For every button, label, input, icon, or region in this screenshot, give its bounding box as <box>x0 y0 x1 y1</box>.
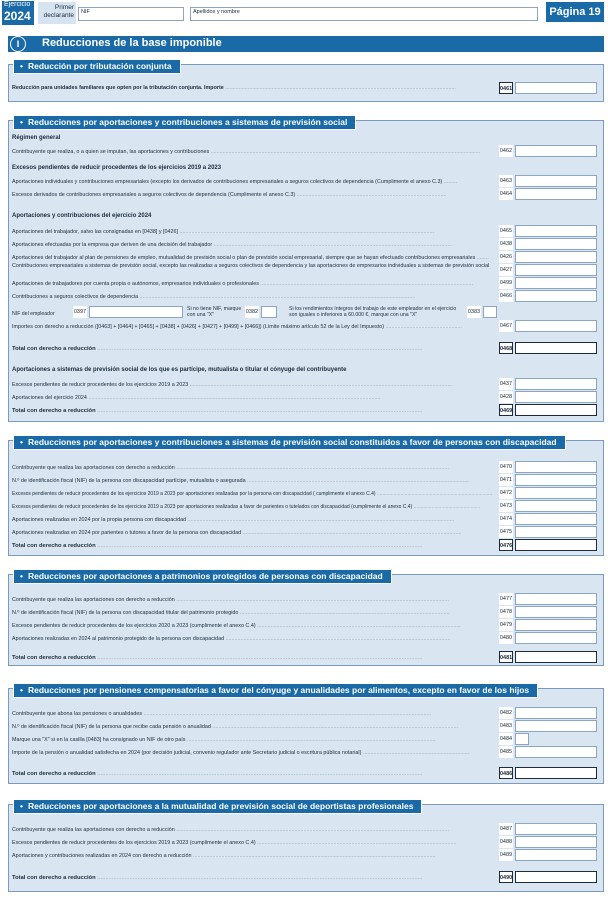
section-heading: • Reducción por tributación conjunta <box>13 59 181 74</box>
section-heading-text: Reducciones por aportaciones a la mutualidad de previsión social de deportistas profesionales <box>27 801 414 811</box>
input-0461[interactable] <box>515 82 597 94</box>
section-patrimonios-protegidos <box>8 571 604 666</box>
section-heading-text: Reducciones por aportaciones y contribuciones a sistemas de previsión social constituidos a favor de personas con discapacidad <box>27 437 557 447</box>
row-0499: Aportaciones de trabajadores por cuenta propia o autónomos, empresarios individuales o profesionales .............................................................................................................................................. <box>12 281 474 287</box>
code-0465: 0465 <box>499 225 513 237</box>
input-0489[interactable] <box>515 849 597 861</box>
section-heading-text: Reducciones por aportaciones y contribuciones a sistemas de previsión social <box>27 117 348 127</box>
row-0480: Aportaciones realizadas en 2024 al patrimonio protegido de la persona con discapacidad ...................................................................................................................................................... <box>12 636 451 642</box>
row-0465: Aportaciones del trabajador, salvo las consignadas en [0438] y [0426] .......................................................................................................................................................................... <box>12 229 435 235</box>
code-0474: 0474 <box>499 513 513 525</box>
row-0462: Contribuyente que realiza, o a quien se imputan, las aportaciones y contribuciones .................................................................................................................................................................................... <box>12 149 481 155</box>
input-0464[interactable] <box>515 188 597 200</box>
input-0397[interactable] <box>89 306 183 318</box>
apellidos-field[interactable] <box>190 7 538 21</box>
section-tributacion-conjunta <box>8 61 604 102</box>
input-0476[interactable] <box>515 539 597 551</box>
nif-field[interactable] <box>78 7 184 21</box>
input-0478[interactable] <box>515 606 597 618</box>
input-0475[interactable] <box>515 526 597 538</box>
input-0473[interactable] <box>515 500 597 512</box>
section-heading: • Reducciones por aportaciones y contribuciones a sistemas de previsión social <box>13 115 356 130</box>
code-0477: 0477 <box>499 593 513 605</box>
row-0437: Excesos pendientes de reducir procedentes de los ejercicios 2019 a 2023 ............................................................................................................................................................................... <box>12 382 452 388</box>
input-0468[interactable] <box>515 342 597 354</box>
input-0438[interactable] <box>515 238 597 250</box>
section-heading: • Reducciones por pensiones compensatorias a favor del cónyuge y anualidades por alimentos, excepto en favor de los hijos <box>13 683 538 698</box>
code-0426: 0426 <box>499 251 513 263</box>
nif-empleador-label: NIF del empleador <box>12 311 55 317</box>
row-0487: Contribuyente que realiza las aportaciones con derecho a reducción ...................................................................................................................................................................................... <box>12 827 449 833</box>
page-title: Reducciones de la base imponible <box>42 37 222 49</box>
apellidos-label: Apellidos y nombre <box>193 9 240 15</box>
input-0484[interactable] <box>515 733 529 745</box>
row-0490: Total con derecho a reducción .......................................................................................................................................................................................................... <box>12 875 423 881</box>
section-discapacidad-prevision <box>8 437 604 556</box>
form-header <box>0 0 608 26</box>
code-0486: 0486 <box>499 767 513 779</box>
row-0427: Contribuciones empresariales a sistemas de previsión social, excepto las realizadas a seguros colectivos de dependencia y las aportaciones de empresarios individuales a sistemas de previsión social <box>12 263 490 269</box>
code-0490: 0490 <box>499 871 513 883</box>
row-0486: Total con derecho a reducción .......................................................................................................................................................................................................... <box>12 771 423 777</box>
row-0485: Importe de la pensión o anualidad satisfecha en 2024 (por decisión judicial, convenio regulador ante Secretario judicial o escritura pública notarial) ....................................................................... <box>12 750 470 756</box>
row-0470: Contribuyente que realiza las aportaciones con derecho a reducción ...................................................................................................................................................................................... <box>12 465 449 471</box>
code-0488: 0488 <box>499 836 513 848</box>
input-0487[interactable] <box>515 823 597 835</box>
ejercicio-label: Ejercicio <box>4 1 31 8</box>
code-0462: 0462 <box>499 145 513 157</box>
si-rendimientos-label: Si los rendimientos íntegros del trabajo de este empleador en el ejercicio son iguales o inferiores a 60.000 €, marque con una "X" <box>289 306 457 318</box>
input-0383[interactable] <box>483 306 497 318</box>
si-no-nif-label: Si no tiene NIF, marque con una "X" <box>187 306 242 318</box>
code-0476: 0476 <box>499 539 513 551</box>
input-0437[interactable] <box>515 378 597 390</box>
code-0473: 0473 <box>499 500 513 512</box>
input-0485[interactable] <box>515 746 597 758</box>
code-0469: 0469 <box>499 404 513 416</box>
input-0427[interactable] <box>515 264 597 276</box>
row-0484: Marque una "X" si en la casilla [0483] ha consignado un NIF de otro país ...................................................................................................................................................................... <box>12 737 436 743</box>
code-0475: 0475 <box>499 526 513 538</box>
row-0471: N.º de identificación fiscal (NIF) de la persona con discapacidad partícipe, mutualista o asegurada .................................................................................................................................................... <box>12 478 469 484</box>
row-0426: Aportaciones del trabajador al plan de pensiones de empleo, mutualidad de previsión social o plan de previsión social empresarial, siempre que se hayan efectuado contribuciones empresariales ........ <box>12 255 489 261</box>
input-0482[interactable] <box>515 707 597 719</box>
section-heading-text: Reducción por tributación conjunta <box>27 61 172 71</box>
section-heading: • Reducciones por aportaciones a patrimonios protegidos de personas con discapacidad <box>13 569 392 584</box>
section-heading-text: Reducciones por aportaciones a patrimonios protegidos de personas con discapacidad <box>27 571 383 581</box>
input-0466[interactable] <box>515 290 597 302</box>
code-0466: 0466 <box>499 290 513 302</box>
input-0483[interactable] <box>515 720 597 732</box>
code-0487: 0487 <box>499 823 513 835</box>
code-0397: 0397 <box>73 306 87 318</box>
input-0488[interactable] <box>515 836 597 848</box>
input-0463[interactable] <box>515 175 597 187</box>
input-0426[interactable] <box>515 251 597 263</box>
row-0478: N.º de identificación fiscal (NIF) de la persona con discapacidad titular del patrimonio protegido ............................................................................................................................................ <box>12 610 450 616</box>
row-0474: Aportaciones realizadas en 2024 por la propia persona con discapacidad .................................................................................................................................................................................. <box>12 517 455 523</box>
row-0483: N.º de identificación fiscal (NIF) de la persona que recibe cada pensión o anualidad .................................................................................................................................................................... <box>12 724 458 730</box>
page-number: Página 19 <box>546 2 604 22</box>
row-0438: Aportaciones efectuadas por la empresa que deriven de una decisión del trabajador ............................................................................................................................................................... <box>12 242 452 248</box>
section-deportistas-profesionales <box>8 801 604 892</box>
row-0479: Excesos pendientes de reducir procedentes de los ejercicios 2020 a 2023 (cumplimente el anexo C.4) ........................................................................................................................................ <box>12 623 461 629</box>
code-0482: 0482 <box>499 707 513 719</box>
section-prevision-social <box>8 117 604 422</box>
primer-declarante-label: Primer declarante <box>38 2 76 24</box>
input-0469[interactable] <box>515 404 597 416</box>
row-0489: Aportaciones y contribuciones realizadas en 2024 con derecho a reducción .................................................................................................................................................................. <box>12 853 436 859</box>
input-0462[interactable] <box>515 145 597 157</box>
input-0428[interactable] <box>515 391 597 403</box>
row-0469: Total con derecho a reducción .......................................................................................................................................................................................................... <box>12 408 423 414</box>
input-0480[interactable] <box>515 632 597 644</box>
code-0483: 0483 <box>499 720 513 732</box>
code-0461: 0461 <box>499 82 513 94</box>
regimen-general-title: Régimen general <box>12 135 61 141</box>
code-0499: 0499 <box>499 277 513 289</box>
row-0428: Aportaciones del ejercicio 2024 ................................................................................................................................................................................................... <box>12 395 381 401</box>
code-0383: 0383 <box>467 306 481 318</box>
code-0437: 0437 <box>499 378 513 390</box>
code-0428: 0428 <box>499 391 513 403</box>
section-heading: • Reducciones por aportaciones a la mutualidad de previsión social de deportistas profesionales <box>13 799 422 814</box>
code-0463: 0463 <box>499 175 513 187</box>
row-0477: Contribuyente que realiza las aportaciones con derecho a reducción ...................................................................................................................................................................................... <box>12 597 449 603</box>
code-0427: 0427 <box>499 264 513 276</box>
code-0438: 0438 <box>499 238 513 250</box>
section-number-badge: I <box>10 36 26 52</box>
section-heading-text: Reducciones por pensiones compensatorias a favor del cónyuge y anualidades por alimentos, excepto en favor de los hijos <box>27 685 530 695</box>
ejercicio-badge <box>2 1 34 25</box>
row-0468: Total con derecho a reducción .......................................................................................................................................................................................................... <box>12 346 423 352</box>
code-0480: 0480 <box>499 632 513 644</box>
input-0472[interactable] <box>515 487 597 499</box>
input-0490[interactable] <box>515 871 597 883</box>
input-0481[interactable] <box>515 651 597 663</box>
code-0485: 0485 <box>499 746 513 758</box>
input-0479[interactable] <box>515 619 597 631</box>
code-0470: 0470 <box>499 461 513 473</box>
input-0470[interactable] <box>515 461 597 473</box>
row-0476: Total con derecho a reducción .......................................................................................................................................................................................................... <box>12 543 423 549</box>
input-0474[interactable] <box>515 513 597 525</box>
input-0382[interactable] <box>261 306 277 318</box>
code-0471: 0471 <box>499 474 513 486</box>
code-0479: 0479 <box>499 619 513 631</box>
excesos-title: Excesos pendientes de reducir procedentes de los ejercicios 2019 a 2023 <box>12 165 222 171</box>
row-0464: Excesos derivados de contribuciones empresariales a seguros colectivos de dependencia (Cumplimente el anexo C.3) .................................................................................................... <box>12 192 447 198</box>
code-0481: 0481 <box>499 651 513 663</box>
row-0482: Contribuyente que abona las pensiones o anualidades ................................................................................................................................................................................................ <box>12 711 432 717</box>
row-0488: Excesos pendientes de reducir procedentes de los ejercicios 2019 a 2023 (cumplimente el anexo C.4) ..................................................................................................................................... <box>12 840 457 846</box>
row-0472: Excesos pendientes de reducir procedentes de los ejercicios 2019 a 2023 por aportaciones realizadas por la persona con discapacidad ( cumplimente el anexo C.4) ................................................................................... <box>12 491 493 497</box>
input-0499[interactable] <box>515 277 597 289</box>
input-0467[interactable] <box>515 320 597 332</box>
conyuge-title: Aportaciones a sistemas de previsión social de los que es partícipe, mutualista o titular el cónyuge del contribuyente <box>12 367 347 373</box>
section-heading: • Reducciones por aportaciones y contribuciones a sistemas de previsión social constituidos a favor de personas con discapacidad <box>13 435 566 450</box>
ejercicio-year: 2024 <box>4 9 31 23</box>
input-0486[interactable] <box>515 767 597 779</box>
row-0463: Aportaciones individuales y contribuciones empresariales (excepto los derivados de contribuciones empresariales a seguros colectivos de dependencia (Cumplimente el anexo C.3) ......... <box>12 179 458 185</box>
code-0468: 0468 <box>499 342 513 354</box>
nif-label: NIF <box>81 9 90 15</box>
section-pensiones-compensatorias <box>8 685 604 784</box>
code-0472: 0472 <box>499 487 513 499</box>
code-0489: 0489 <box>499 849 513 861</box>
input-0471[interactable] <box>515 474 597 486</box>
row-0473: Excesos pendientes de reducir procedentes de los ejercicios 2019 a 2023 por aportaciones realizadas a favor de parientes o tutelados con discapacidad (cumplimente el anexo C.4) ................................................ <box>12 504 481 510</box>
row-0475: Aportaciones realizadas en 2024 por parientes o tutores a favor de la persona con discapacidad .................................................................................................................................................. <box>12 530 462 536</box>
row-0466: Contribuciones a seguros colectivos de dependencia ........................................................................................................................................................................................ <box>12 294 416 300</box>
code-0484: 0484 <box>499 733 513 745</box>
input-0465[interactable] <box>515 225 597 237</box>
code-0467: 0467 <box>499 320 513 332</box>
code-0478: 0478 <box>499 606 513 618</box>
page-title-bar <box>8 36 604 52</box>
aportaciones-2024-title: Aportaciones y contribuciones del ejercicio 2024 <box>12 213 152 219</box>
code-0382: 0382 <box>245 306 259 318</box>
code-0464: 0464 <box>499 188 513 200</box>
row-0467: Importes con derecho a reducción ([0463] + [0464] + [0465] + [0438] + [0426] + [0427] + [0499] + [0466]) (Límite máximo artículo 52 de la Ley del Impuesto) ................................................... <box>12 324 462 330</box>
input-0477[interactable] <box>515 593 597 605</box>
row-0461: Reducción para unidades familiares que opten por la tributación conjunta. Importe .......................................................................................................................................................... <box>12 85 456 91</box>
row-0481: Total con derecho a reducción .......................................................................................................................................................................................................... <box>12 655 423 661</box>
